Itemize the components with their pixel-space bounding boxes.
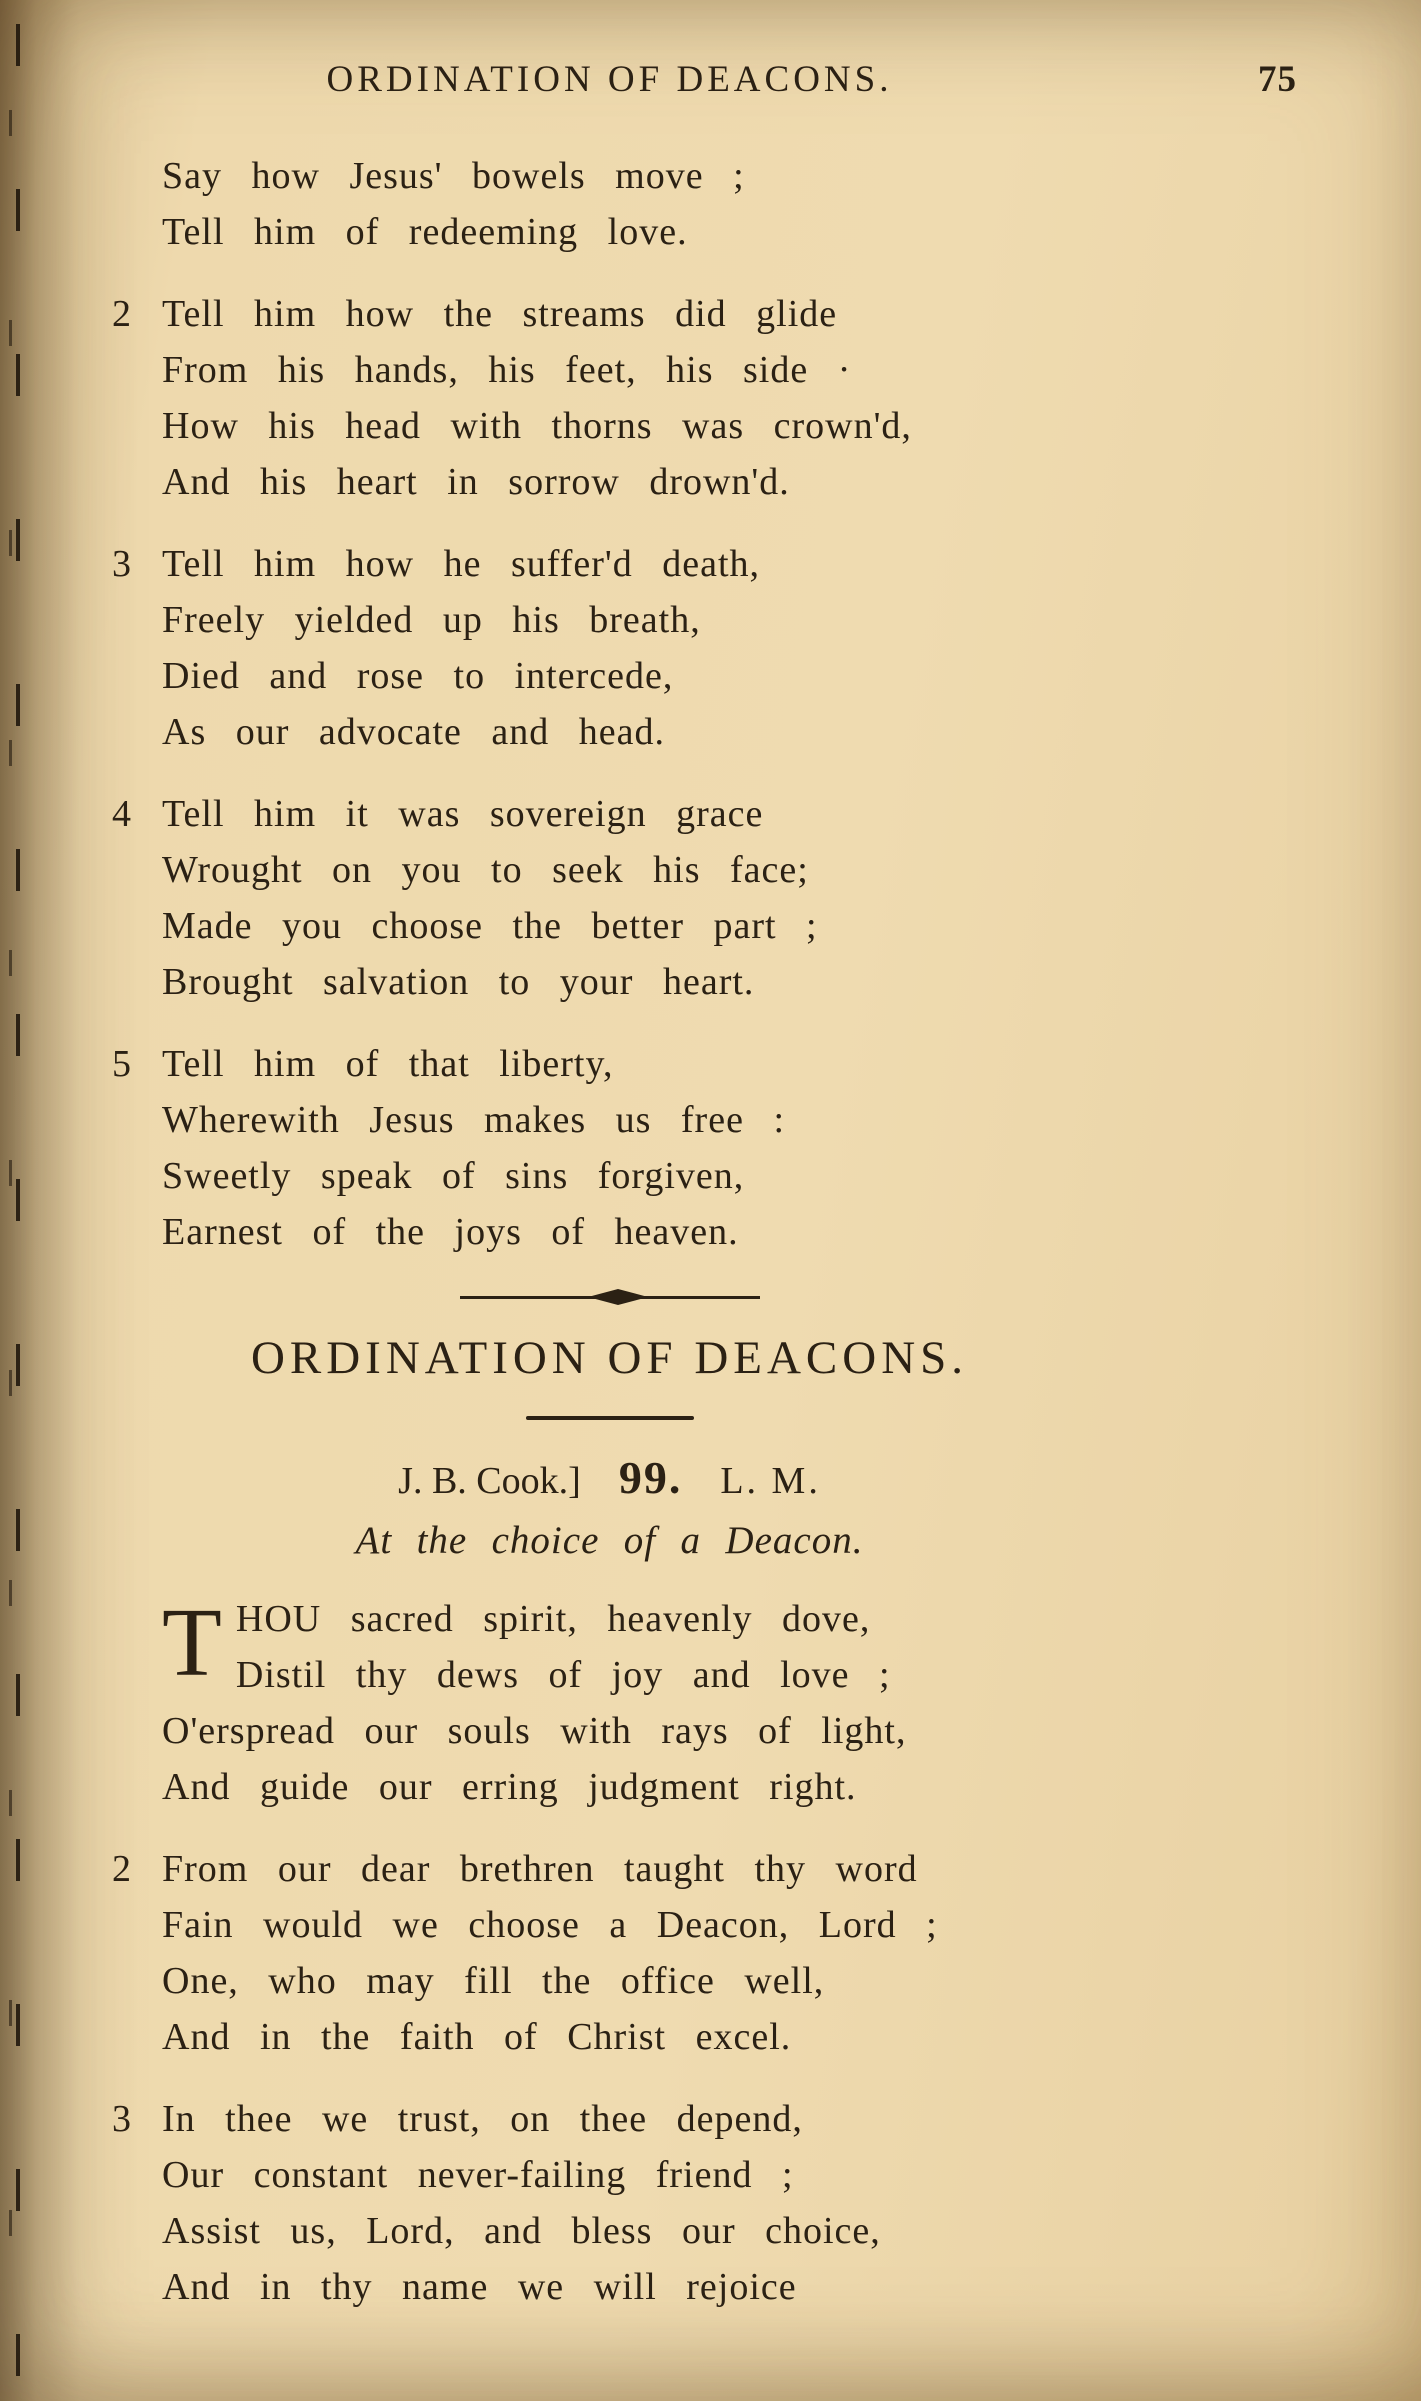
- stanza: [112, 1841, 1303, 2065]
- verse-line: Say how Jesus' bowels move ;: [162, 155, 745, 197]
- stanza: [112, 786, 1303, 1010]
- verse-line: Brought salvation to your heart.: [162, 961, 755, 1003]
- verse-line: And in the faith of Christ excel.: [162, 2016, 792, 2058]
- verse-line: Tell him of redeeming love.: [162, 211, 688, 253]
- verse-line: O'erspread our souls with rays of light,: [162, 1710, 907, 1752]
- running-header: [152, 58, 1303, 114]
- hymn-attribution: J. B. Cook.]: [398, 1460, 581, 1502]
- binding-edge: [0, 0, 80, 2401]
- verse-line: From our dear brethren taught thy word: [162, 1848, 918, 1890]
- stanza-number: 2: [112, 293, 131, 335]
- verse-line: Wrought on you to seek his face;: [162, 849, 809, 891]
- page-content: [112, 58, 1303, 2341]
- verse-line: Tell him how the streams did glide: [162, 293, 838, 335]
- verse-line: Fain would we choose a Deacon, Lord ;: [162, 1904, 938, 1946]
- hymn-meter: L. M.: [720, 1460, 821, 1502]
- stanza: [162, 148, 1303, 260]
- verse-line: And guide our erring judgment right.: [162, 1766, 857, 1808]
- stanza: [112, 2091, 1303, 2315]
- verse-line: In thee we trust, on thee depend,: [162, 2098, 803, 2140]
- stanza: [162, 1591, 1303, 1815]
- page-number: 75: [1258, 59, 1297, 100]
- stanza-number: 3: [112, 543, 131, 585]
- verse-line: Distil thy dews of joy and love ;: [235, 1654, 891, 1696]
- stanza-number: 4: [112, 793, 131, 835]
- section-title: ORDINATION OF DEACONS.: [250, 1332, 969, 1384]
- hymn-99-stanzas: [112, 1589, 1303, 2315]
- verse-line: As our advocate and head.: [162, 711, 666, 753]
- hymn-number: 99.: [618, 1452, 683, 1503]
- verse-line: Sweetly speak of sins forgiven,: [162, 1155, 745, 1197]
- stanza-number: 3: [112, 2098, 131, 2140]
- verse-line: How his head with thorns was crown'd,: [162, 405, 912, 447]
- verse-line: And his heart in sorrow drown'd.: [162, 461, 790, 503]
- verse-line: Our constant never-failing friend ;: [162, 2154, 794, 2196]
- swelled-rule-ornament: [460, 1286, 760, 1308]
- stanza: [112, 286, 1303, 510]
- verse-line: Tell him it was sovereign grace: [162, 793, 764, 835]
- stanza: [112, 1036, 1303, 1260]
- verse-line: One, who may fill the office well,: [162, 1960, 825, 2002]
- running-header-title: ORDINATION OF DEACONS.: [326, 59, 893, 100]
- verse-line: And in thy name we will rejoice: [162, 2266, 797, 2308]
- binding-marks: [9, 110, 12, 2361]
- verse-line: From his hands, his feet, his side ·: [162, 349, 852, 391]
- short-rule-wrap: [152, 1407, 1303, 1425]
- verse-line: Earnest of the joys of heaven.: [162, 1211, 739, 1253]
- verse-line: Wherewith Jesus makes us free :: [162, 1099, 786, 1141]
- verse-line: Died and rose to intercede,: [162, 655, 674, 697]
- hymn-98-continued-stanzas: [112, 148, 1303, 1260]
- verse-line: Tell him of that liberty,: [162, 1043, 614, 1085]
- verse-line: Assist us, Lord, and bless our choice,: [162, 2210, 881, 2252]
- verse-line: Freely yielded up his breath,: [162, 599, 701, 641]
- hymn-heading: [152, 1451, 1303, 1504]
- drop-cap: T: [162, 1589, 222, 1697]
- section-divider: [152, 1286, 1303, 1313]
- hymn-subtitle: At the choice of a Deacon.: [355, 1519, 864, 1562]
- stanza-number: 2: [112, 1848, 131, 1890]
- verse-line: Tell him how he suffer'd death,: [162, 543, 761, 585]
- short-rule: [526, 1416, 694, 1420]
- stanza-number: 5: [112, 1043, 131, 1085]
- verse-line: Made you choose the better part ;: [162, 905, 818, 947]
- verse-line: HOU sacred spirit, heavenly dove,: [235, 1598, 871, 1640]
- stanza: [112, 536, 1303, 760]
- binding-marks: [16, 24, 20, 2391]
